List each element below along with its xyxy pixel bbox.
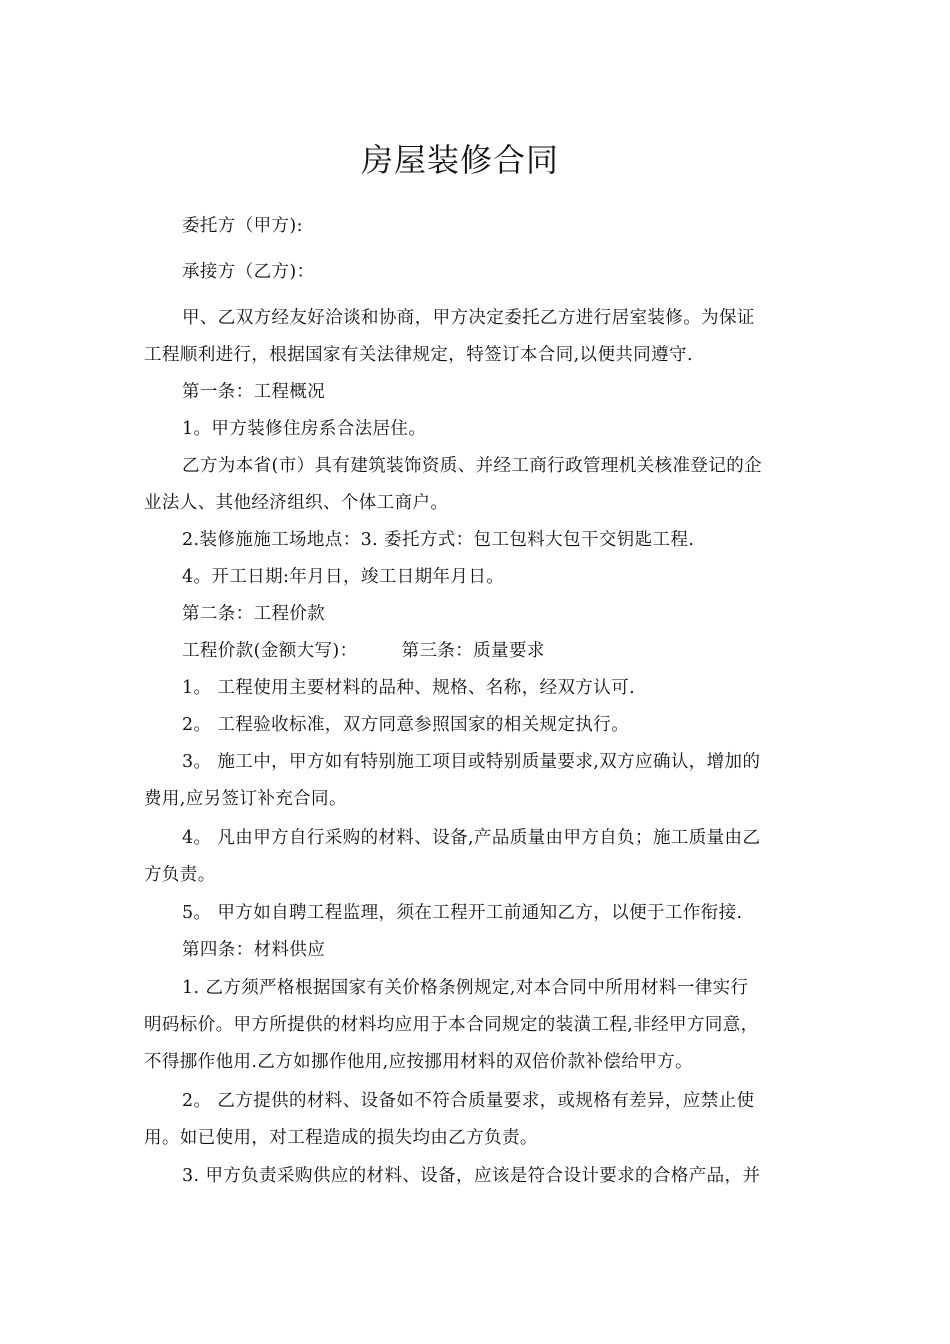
article-3-item-3-line-1: 3。 施工中，甲方如有特别施工项目或特别质量要求,双方应确认，增加的: [182, 752, 761, 772]
article-1-contractor-line-2: 业法人、其他经济组织、个体工商户。: [144, 493, 449, 513]
article-3-item-3-line-2: 费用,应另签订补充合同。: [144, 789, 347, 809]
price-and-article-3-line: [182, 638, 545, 664]
article-4-item-2-line-1: 2。 乙方提供的材料、设备如不符合质量要求，或规格有差异，应禁止使: [182, 1091, 755, 1111]
article-4-item-1-line-2: 明码标价。甲方所提供的材料均应用于本合同规定的装潢工程,非经甲方同意，: [144, 1015, 759, 1035]
preamble-line-1: 甲、乙双方经友好洽谈和协商，甲方决定委托乙方进行居室装修。为保证: [182, 308, 755, 328]
article-3-heading: 第三条：质量要求: [401, 641, 545, 661]
article-1-heading: 第一条：工程概况: [182, 382, 326, 402]
article-3-item-5: 5。 甲方如自聘工程监理，须在工程开工前通知乙方，以便于工作衔接.: [182, 903, 743, 923]
article-4-item-3-line-1: 3. 甲方负责采购供应的材料、设备，应该是符合设计要求的合格产品，并: [182, 1166, 761, 1186]
article-3-item-1: 1。 工程使用主要材料的品种、规格、名称，经双方认可.: [182, 678, 636, 698]
preamble-line-2: 工程顺利进行，根据国家有关法律规定，特签订本合同,以便共同遵守.: [144, 345, 693, 365]
party-a-line: 委托方（甲方):: [182, 216, 303, 236]
article-4-heading: 第四条：材料供应: [182, 940, 326, 960]
article-4-item-1-line-1: 1. 乙方须严格根据国家有关价格条例规定,对本合同中所用材料一律实行: [182, 978, 749, 998]
article-1-contractor-line-1: 乙方为本省(市）具有建筑装饰资质、并经工商行政管理机关核准登记的企: [182, 456, 763, 476]
article-3-item-4-line-1: 4。 凡由甲方自行采购的材料、设备,产品质量由甲方自负；施工质量由乙: [182, 828, 761, 848]
article-4-item-1-line-3: 不得挪作他用.乙方如挪作他用,应按挪用材料的双倍价款补偿给甲方。: [144, 1052, 693, 1072]
price-label: 工程价款(金额大写)：: [182, 641, 358, 661]
party-b-line: 承接方（乙方)：: [182, 262, 315, 282]
article-4-item-2-line-2: 用。如已使用，对工程造成的损失均由乙方负责。: [144, 1128, 538, 1148]
article-2-heading: 第二条：工程价款: [182, 604, 326, 624]
article-3-item-4-line-2: 方负责。: [144, 865, 216, 885]
article-1-item-4: 4。开工日期:年月日，竣工日期年月日。: [182, 567, 505, 587]
article-3-item-2: 2。 工程验收标准，双方同意参照国家的相关规定执行。: [182, 715, 630, 735]
document-title: 房屋装修合同: [360, 141, 559, 179]
article-1-item-1: 1。甲方装修住房系合法居住。: [182, 419, 427, 439]
article-1-item-2-3: 2.装修施施工场地点：3. 委托方式：包工包料大包干交钥匙工程.: [182, 530, 695, 550]
